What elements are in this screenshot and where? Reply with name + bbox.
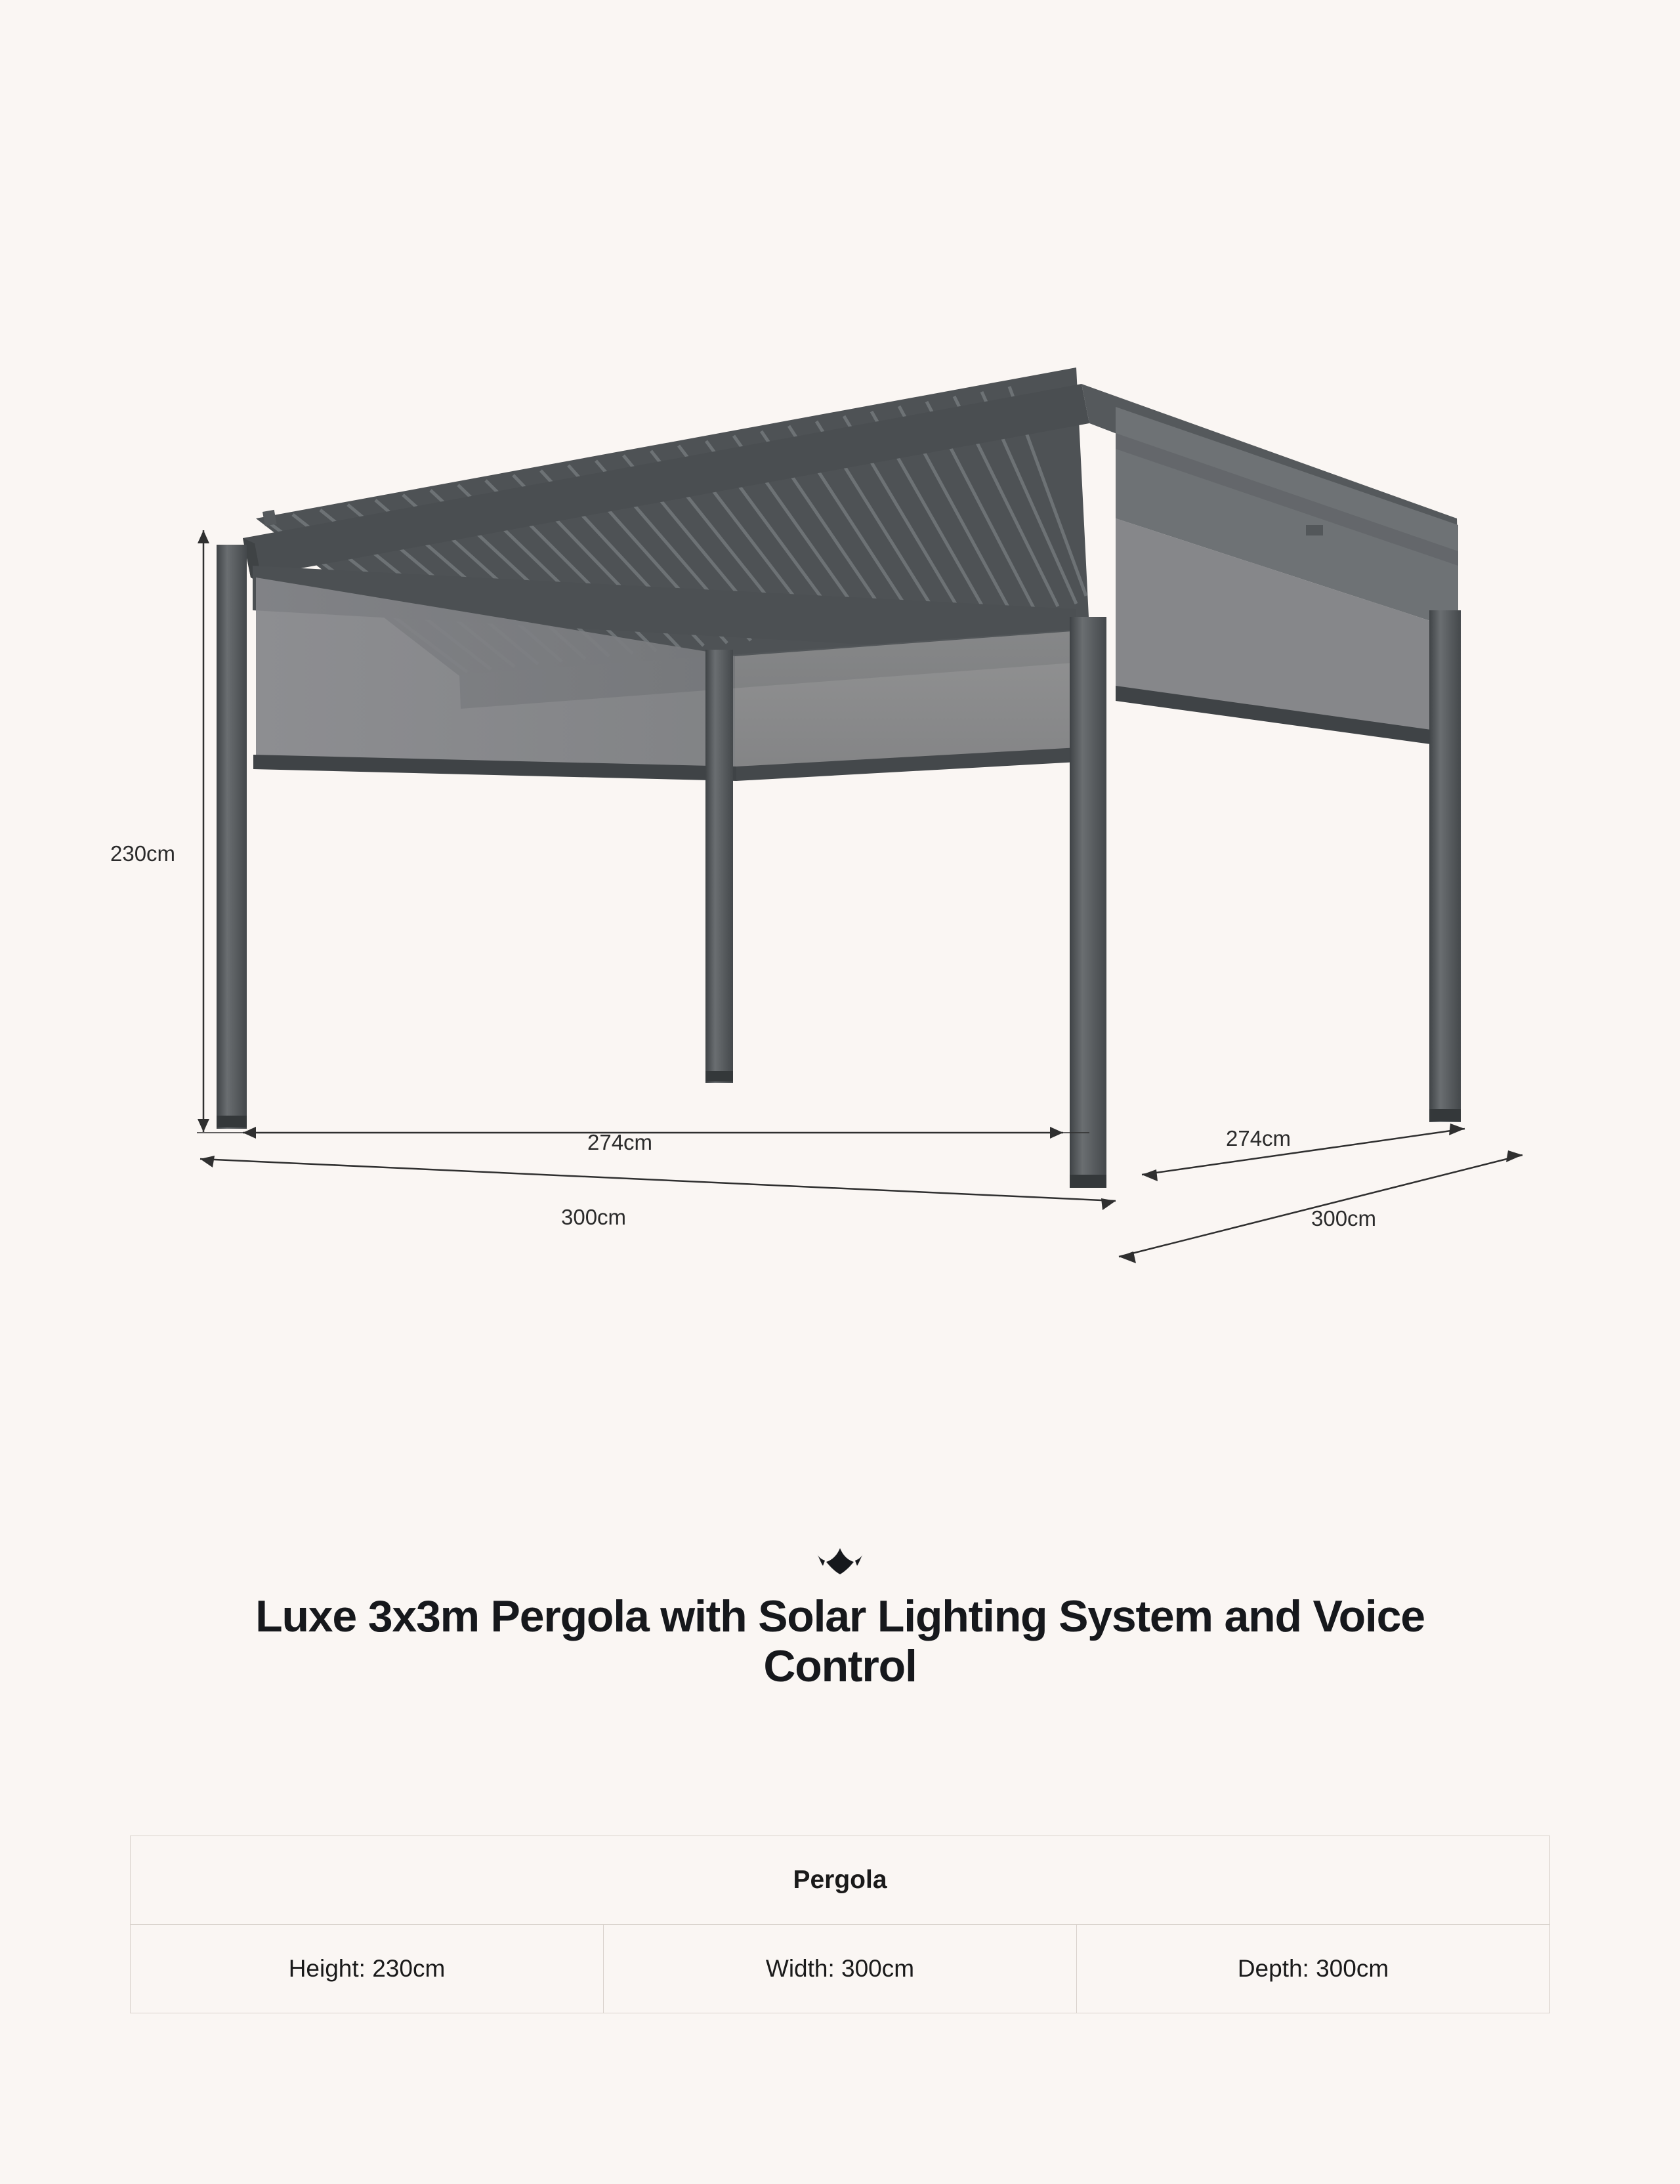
dimension-label-height: 230cm xyxy=(110,841,176,866)
dimension-label-width-outer: 300cm xyxy=(561,1205,627,1229)
crown-icon xyxy=(817,1545,863,1577)
spec-cell-depth: Depth: 300cm xyxy=(1077,1925,1550,2013)
spec-cell-width: Width: 300cm xyxy=(604,1925,1077,2013)
table-row-header xyxy=(131,1836,1550,1925)
table-row xyxy=(131,1925,1550,2013)
spec-cell-height: Height: 230cm xyxy=(131,1925,604,2013)
specification-table xyxy=(130,1836,1550,2013)
dimension-label-depth-inner: 274cm xyxy=(1226,1126,1292,1150)
dimension-label-depth-outer: 300cm xyxy=(1311,1206,1377,1230)
page-title: Luxe 3x3m Pergola with Solar Lighting System and Voice Control xyxy=(255,1591,1425,1692)
dimension-label-width-inner: 274cm xyxy=(587,1130,653,1154)
spec-table-header: Pergola xyxy=(131,1836,1550,1925)
title-block xyxy=(0,1545,1680,1691)
